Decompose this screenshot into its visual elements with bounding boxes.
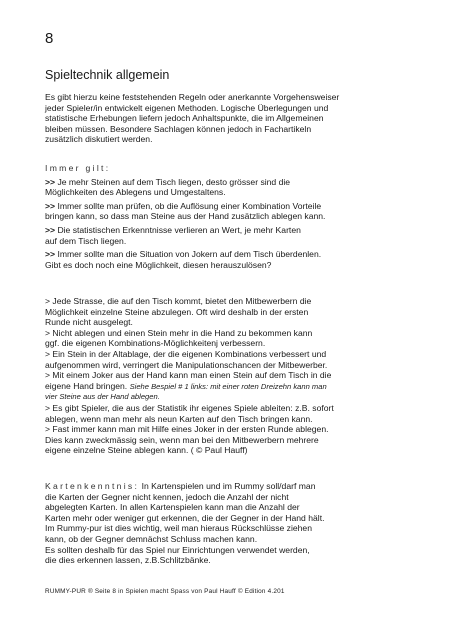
karten-line: die dies erkennen lassen, z.B.Schlitzbänke. [45,555,211,566]
immer-item [45,177,417,198]
tip-line: > Nicht ablegen und einen Stein mehr in die Hand zu bekommen kann [45,327,313,338]
immer-gilt-heading: Immer gilt: [45,163,111,173]
karten-line: abgelegten Karten. In allen Kartenspielen kann man die Anzahl der [45,502,300,513]
karten-line: Karten mehr oder weniger gut erkennen, die der Gegner in der Hand hält. [45,512,325,523]
tip-line: eigene Hand bringen. [45,380,128,391]
kartenkenntnis-section [45,481,417,566]
tip-line: Dies kann zweckmässig sein, wenn man bei den Mitbewerbern mehrere [45,434,319,445]
example-note: Siehe Bespiel # 1 links: mit einer roten Dreizehn kann man [129,381,327,391]
tips-section [45,296,417,456]
intro-paragraph [45,92,417,145]
arrow-marker: >> [45,176,56,187]
tip-line: eigene einzelne Steine ablegen kann. ( © Paul Hauff) [45,445,248,456]
tip-line: Möglichkeit einzelne Steine abzulegen. Oft wird deshalb in der ersten [45,306,309,317]
immer-item [45,225,417,246]
kartenkenntnis-heading: Kartenkenntnis: [45,481,140,491]
intro-line: jeder Spieler/in entwickelt eigenen Methoden. Logische Überlegungen und [45,102,329,113]
example-note: vier Steine aus der Hand ablegen. [45,392,160,402]
tip-line: aufgenommen wird, verringert die Manipulationschancen der Mitbewerber. [45,359,328,370]
karten-line: In Kartenspielen und im Rummy soll/darf man [141,481,316,491]
karten-line: Im Rummy-pur ist dies wichtig, weil man hieraus Rückschlüsse ziehen [45,523,312,534]
immer-item-text: auf dem Tisch liegen. [45,235,127,246]
intro-line: bleiben müssen. Besondere Sachlagen können jedoch in Fachartikeln [45,123,312,134]
immer-item [45,201,417,222]
page-footer: RUMMY-PUR ® Seite 8 in Spielen macht Spass von Paul Hauff © Edition 4.201 [45,588,285,595]
immer-item-text: Je mehr Steinen auf dem Tisch liegen, desto grösser sind die [57,176,291,187]
karten-line: die Karten der Gegner nicht kennen, jedoch die Anzahl der nicht [45,491,289,502]
immer-item-text: Die statistischen Erkenntnisse verlieren an Wert, je mehr Karten [57,224,301,235]
arrow-marker: >> [45,249,56,260]
tip-line: > Ein Stein in der Altablage, der die eigenen Kombinations verbessert und [45,348,327,359]
intro-line: Es gibt hierzu keine feststehenden Regeln oder anerkannte Vorgehensweiser [45,92,340,102]
page-number: 8 [45,30,54,47]
tip-line: > Jede Strasse, die auf den Tisch kommt, bietet den Mitbewerbern die [45,296,312,306]
tip-line: > Es gibt Spieler, die aus der Statistik ihr eigenes Spiele ableiten: z.B. sofort [45,402,334,413]
tip-line: ggf. die eigenen Kombinations-Möglichkeitenj verbessern. [45,338,266,349]
karten-line: Es sollten deshalb für das Spiel nur Einrichtungen verwendet werden, [45,544,310,555]
immer-gilt-section [45,163,417,270]
immer-item [45,249,417,270]
immer-item-text: Immer sollte man prüfen, ob die Auflösung einer Kombination Vorteile [57,200,322,211]
arrow-marker: >> [45,200,56,211]
page-title: Spieltechnik allgemein [45,68,170,82]
arrow-marker: >> [45,224,56,235]
tip-line: > Mit einem Joker aus der Hand kann man einen Stein auf dem Tisch in die [45,370,332,381]
intro-line: zusätzlich diskutiert werden. [45,134,153,145]
immer-item-text: Gibt es doch noch eine Möglichkeit, diesen herauszulösen? [45,259,272,270]
immer-item-text: Immer sollte man die Situation von Jokern auf dem Tisch überdenlen. [57,249,322,260]
immer-item-text: Möglichkeiten des Ablegens und Umgestaltens. [45,187,226,198]
tip-line: > Fast immer kann man mit Hilfe eines Joker in der ersten Runde ablegen. [45,424,329,435]
tip-line: ablegen, wenn man mehr als neun Karten auf den Tisch bringen kann. [45,413,313,424]
intro-line: statistische Erhebungen liefern jedoch Anhaltspunkte, die im Allgemeinen [45,113,324,124]
karten-line: kann, ob der Gegner demnächst Schluss machen kann. [45,533,258,544]
immer-item-text: bringen kann, so dass man Steine aus der Hand zusätzlich ablegen kann. [45,211,326,222]
tip-line: Runde nicht ausgelegt. [45,317,133,328]
